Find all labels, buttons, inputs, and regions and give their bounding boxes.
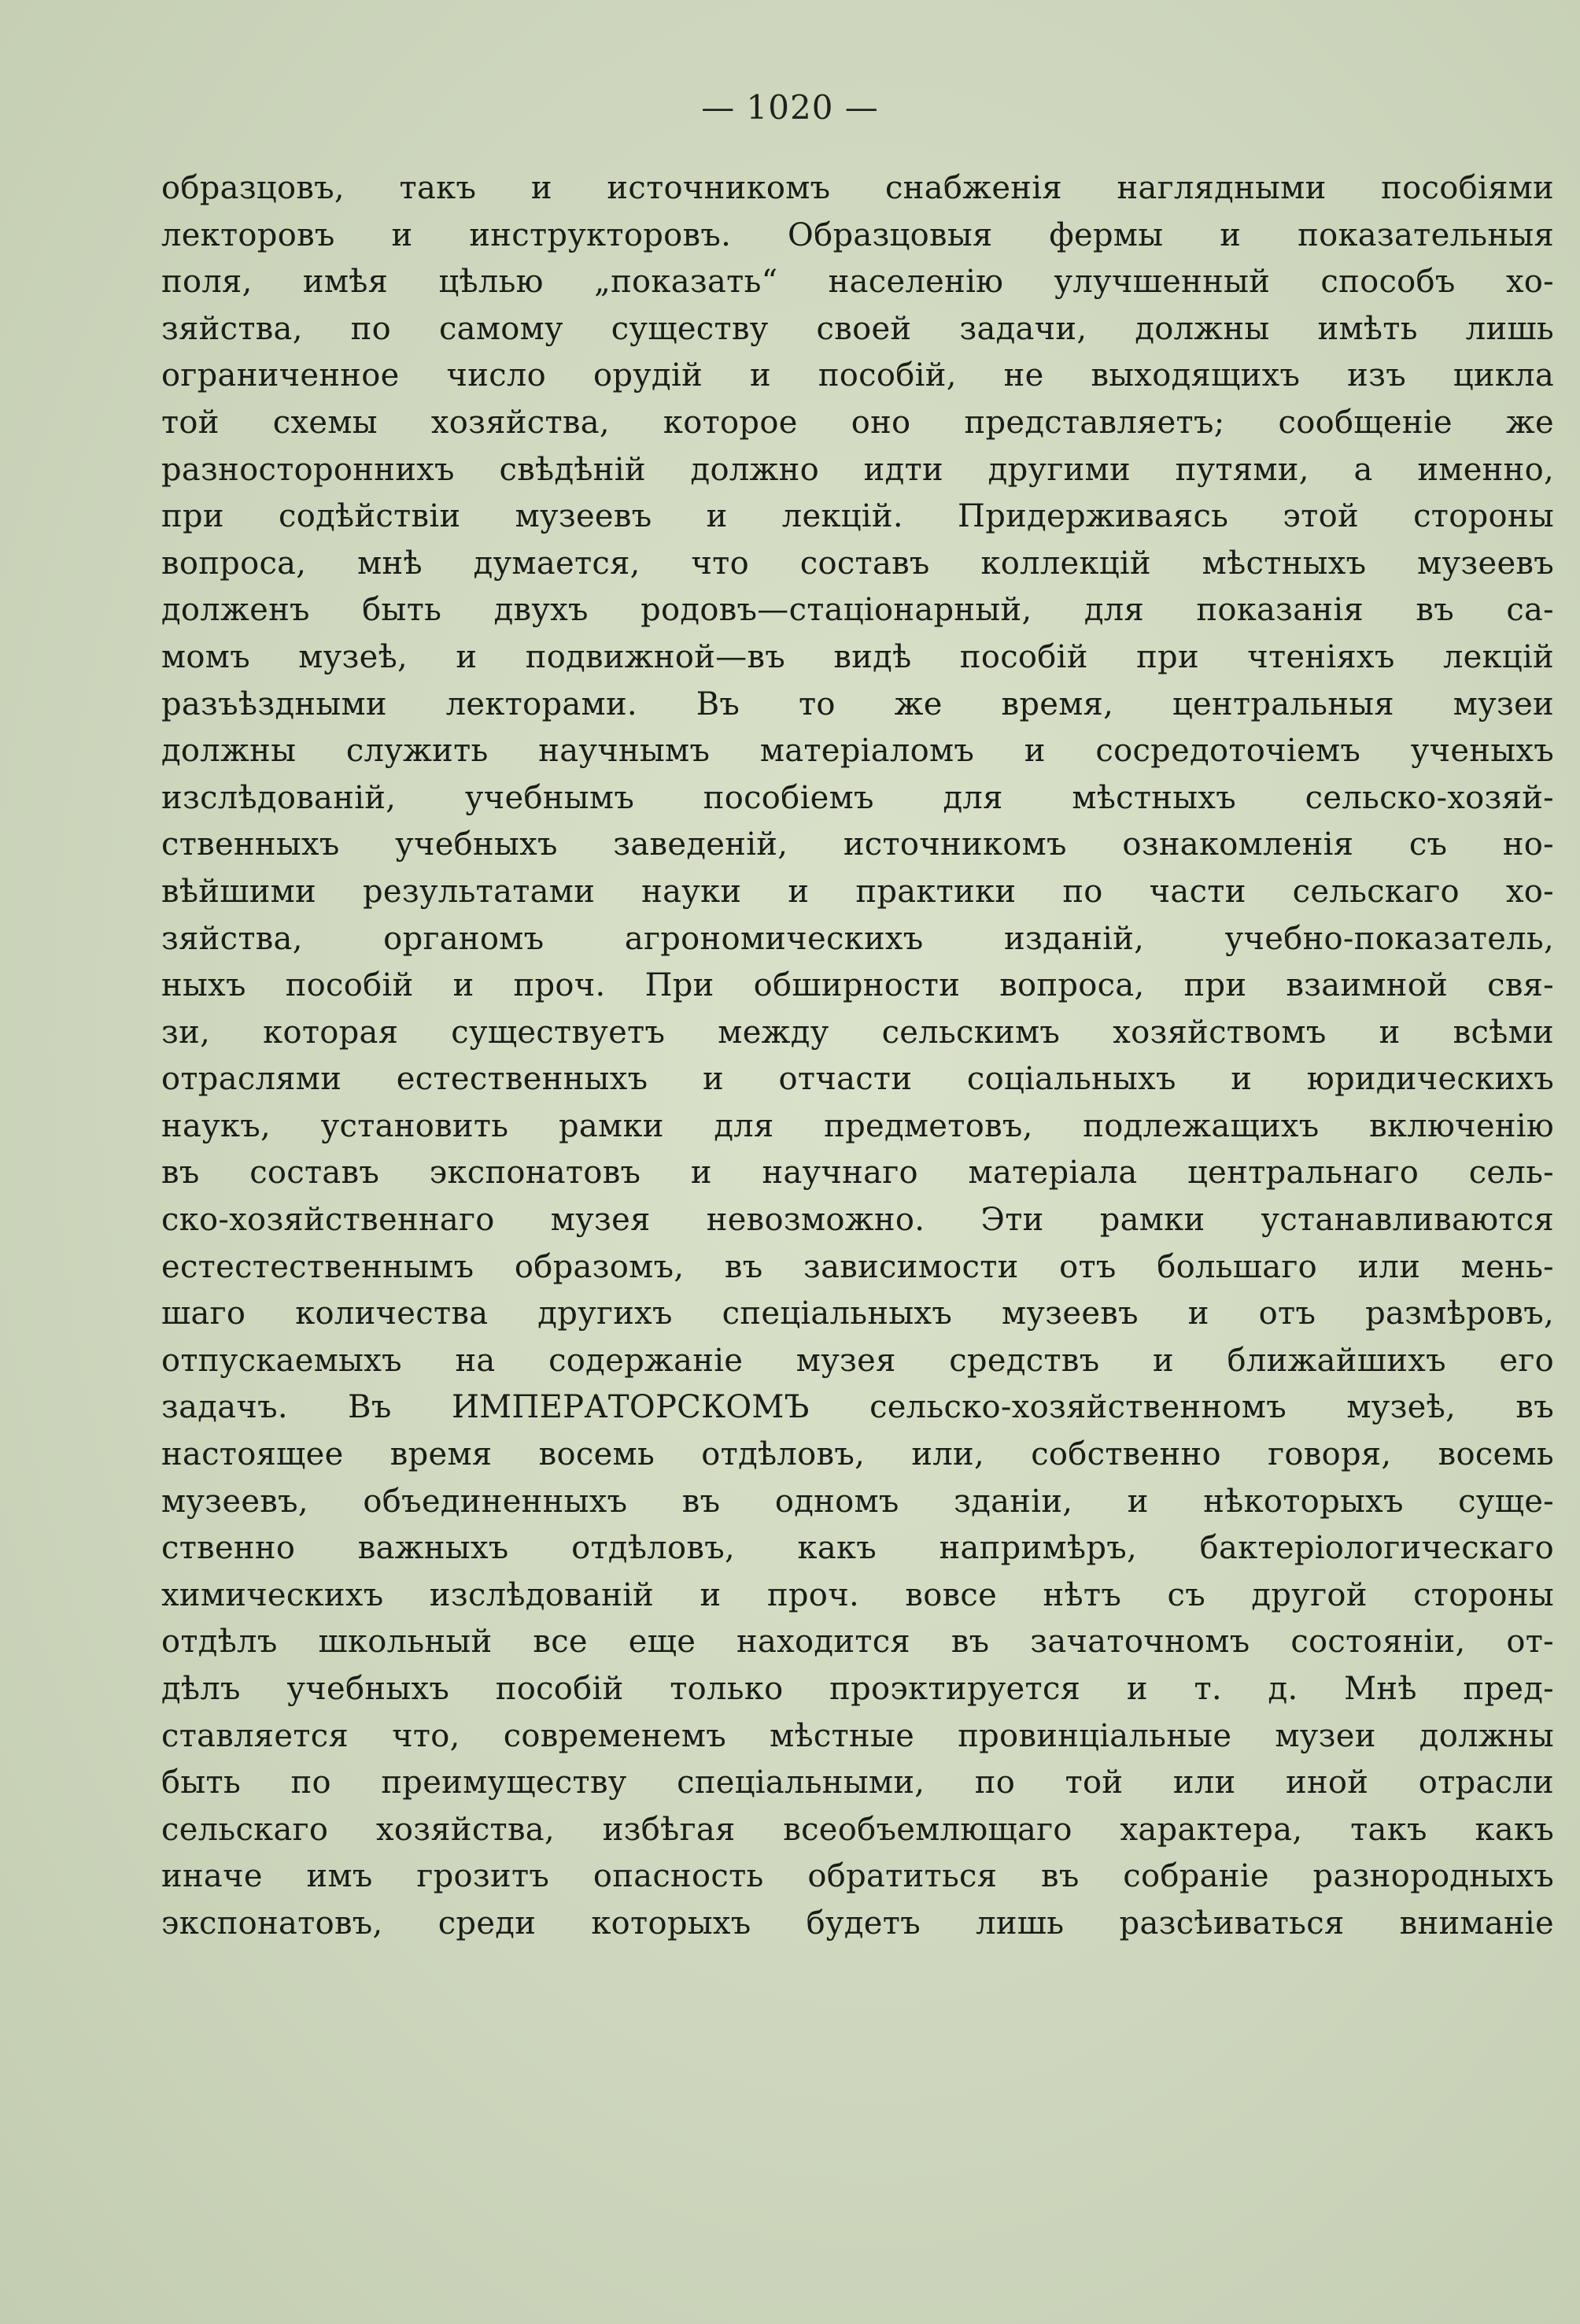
text-line: задачъ. Въ ИМПЕРАТОРСКОМЪ сельско-хозяйственномъ музеѣ, въ <box>161 1389 1554 1426</box>
text-line: долженъ быть двухъ родовъ—стаціонарный, для показанія въ са- <box>161 592 1554 629</box>
text-line: вѣйшими результатами науки и практики по части сельскаго хо- <box>161 873 1554 910</box>
text-line: химическихъ изслѣдованій и проч. вовсе нѣтъ съ другой стороны <box>161 1576 1554 1613</box>
text-line: разъѣздными лекторами. Въ то же время, центральныя музеи <box>161 685 1554 722</box>
text-line: момъ музеѣ, и подвижной—въ видѣ пособій при чтеніяхъ лекцій <box>161 638 1554 675</box>
text-line: музеевъ, объединенныхъ въ одномъ зданіи, и нѣкоторыхъ суще- <box>161 1483 1554 1520</box>
text-line: отпускаемыхъ на содержаніе музея средствъ и ближайшихъ его <box>161 1342 1554 1379</box>
text-line: вопроса, мнѣ думается, что составъ коллекцій мѣстныхъ музеевъ <box>161 545 1554 582</box>
text-line: сельскаго хозяйства, избѣгая всеобъемлющаго характера, такъ какъ <box>161 1811 1554 1848</box>
text-line: лекторовъ и инструкторовъ. Образцовыя фермы и показательныя <box>161 216 1554 253</box>
text-line: шаго количества другихъ спеціальныхъ музеевъ и отъ размѣровъ, <box>161 1295 1554 1332</box>
body-text <box>161 165 1554 1948</box>
text-line: при содѣйствіи музеевъ и лекцій. Придерживаясь этой стороны <box>161 498 1554 535</box>
text-line: разностороннихъ свѣдѣній должно идти другими путями, а именно, <box>161 451 1554 488</box>
text-line: естестественнымъ образомъ, въ зависимости отъ большаго или мень- <box>161 1248 1554 1285</box>
page-number: — 1020 — <box>701 88 879 127</box>
text-line: быть по преимуществу спеціальными, по той или иной отрасли <box>161 1764 1554 1801</box>
text-line: ственно важныхъ отдѣловъ, какъ напримѣръ, бактеріологическаго <box>161 1530 1554 1567</box>
text-line: ставляется что, современемъ мѣстные провинціальные музеи должны <box>161 1717 1554 1754</box>
text-line: отраслями естественныхъ и отчасти соціальныхъ и юридическихъ <box>161 1061 1554 1098</box>
text-line: поля, имѣя цѣлью „показать“ населенію улучшенный способъ хо- <box>161 264 1554 301</box>
text-line: ственныхъ учебныхъ заведеній, источникомъ ознакомленія съ но- <box>161 826 1554 863</box>
text-line: иначе имъ грозитъ опасность обратиться въ собраніе разнородныхъ <box>161 1858 1554 1895</box>
text-line: экспонатовъ, среди которыхъ будетъ лишь разсѣиваться вниманіе <box>161 1905 1554 1942</box>
text-line: отдѣлъ школьный все еще находится въ зачаточномъ состояніи, от- <box>161 1624 1554 1661</box>
text-line: наукъ, установить рамки для предметовъ, подлежащихъ включенію <box>161 1107 1554 1144</box>
text-line: образцовъ, такъ и источникомъ снабженія наглядными пособіями <box>161 170 1554 206</box>
text-line: зяйства, по самому существу своей задачи, должны имѣть лишь <box>161 310 1554 347</box>
text-line: зяйства, органомъ агрономическихъ изданій, учебно-показатель, <box>161 920 1554 957</box>
text-line: ограниченное число орудій и пособій, не выходящихъ изъ цикла <box>161 357 1554 394</box>
text-line: изслѣдованій, учебнымъ пособіемъ для мѣстныхъ сельско-хозяй- <box>161 779 1554 816</box>
text-line: той схемы хозяйства, которое оно представляетъ; сообщеніе же <box>161 404 1554 441</box>
text-line: настоящее время восемь отдѣловъ, или, собственно говоря, восемь <box>161 1436 1554 1473</box>
text-line: зи, которая существуетъ между сельскимъ хозяйствомъ и всѣми <box>161 1014 1554 1051</box>
text-line: должны служить научнымъ матеріаломъ и сосредоточіемъ ученыхъ <box>161 733 1554 770</box>
text-line: ско-хозяйственнаго музея невозможно. Эти рамки устанавливаются <box>161 1202 1554 1239</box>
text-line: въ составъ экспонатовъ и научнаго матеріала центральнаго сель- <box>161 1155 1554 1192</box>
text-line: дѣлъ учебныхъ пособій только проэктируется и т. д. Мнѣ пред- <box>161 1671 1554 1707</box>
text-line: ныхъ пособій и проч. При обширности вопроса, при взаимной свя- <box>161 967 1554 1004</box>
